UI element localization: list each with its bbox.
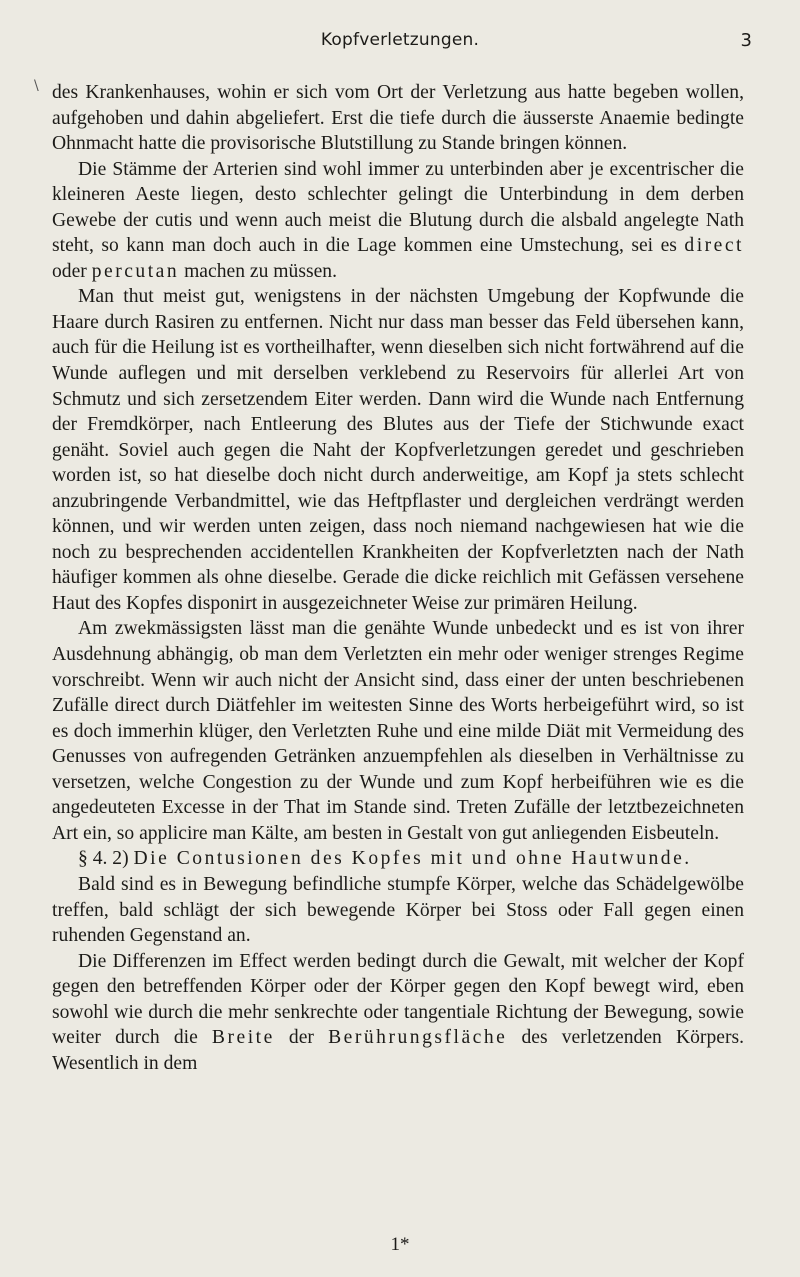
emphasis-direct: direct <box>684 235 744 257</box>
paragraph-6-text-c: des verletzenden Körpers. Wesentlich in dem <box>52 1027 744 1074</box>
paragraph-2-text-b: oder <box>52 260 92 282</box>
margin-mark: \ <box>34 78 39 94</box>
page-header <box>48 30 752 52</box>
paragraph-3: Man thut meist gut, wenigstens in der nächsten Umgebung der Kopfwunde die Haare durch Rasiren zu entfernen. Nicht nur dass man besser das Feld übersehen kann, auch für die Heilung ist es vortheilhafter, wenn dieselben sich nicht fortwährend auf die Wunde auflegen und mit derselben verklebend zu Reservoirs für allerlei Art von Schmutz und sich zersetzendem Eiter werden. Dann wird die Wunde nach Entfernung der Fremdkörper, nach Entleerung des Blutes aus der Tiefe der Stichwunde exact genäht. Soviel auch gegen die Naht der Kopfverletzungen geredet und geschrieben worden ist, so hat dieselbe doch nicht durch anderweitige, am Kopf ja stets schlecht anzubringende Verbandmittel, wie das Heftpflaster und dergleichen verdrängt werden können, und wir werden unten zeigen, dass noch niemand nachgewiesen hat wie die noch zu besprechenden accidentellen Krankheiten der Kopfverletzten nach der Nath häufiger kommen als ohne dieselbe. Gerade die dicke reichlich mit Gefässen versehene Haut des Kopfes disponirt in ausgezeichneter Weise zur primären Heilung. <box>52 286 744 614</box>
paragraph-5: Bald sind es in Bewegung befindliche stumpfe Körper, welche das Schädelgewölbe treffen, bald schlägt der sich bewegende Körper bei Stoss oder Fall gegen einen ruhenden Gegenstand an. <box>52 873 744 947</box>
emphasis-breite: Breite <box>211 1027 275 1049</box>
paragraph-2 <box>52 157 744 285</box>
emphasis-beruehrungsflaeche: Berührungsfläche <box>328 1027 508 1049</box>
running-title: Kopfverletzungen. <box>320 30 480 50</box>
section-heading <box>52 846 744 872</box>
section-number: § 4. 2) <box>78 848 134 870</box>
body-text <box>52 80 744 1076</box>
page-number: 3 <box>740 30 752 51</box>
paragraph-6-text-b: der <box>274 1027 329 1049</box>
paragraph-6 <box>52 949 744 1077</box>
paragraph-6-text-a: Die Differenzen im Effect werden bedingt durch die Gewalt, mit welcher der Kopf gegen den betreffenden Körper oder der Körper gegen den Kopf bewegt wird, eben sowohl wie durch die mehr senkrechte oder tangentiale Richtung der Bewegung, sowie weiter durch die <box>52 950 744 1049</box>
paragraph-2-text-c: machen zu müssen. <box>179 260 337 282</box>
paragraph-4: Am zwekmässigsten lässt man die genähte Wunde unbedeckt und es ist von ihrer Ausdehnung abhängig, ob man dem Verletzten ein mehr oder weniger strenges Regime vorschreibt. Wenn wir auch nicht der Ansicht sind, dass einer der unten beschriebenen Zufälle direct durch Diätfehler im weitesten Sinne des Worts herbeigeführt wird, so ist es doch immerhin klüger, den Verletzten Ruhe und eine milde Diät mit Vermeidung des Genusses von aufregenden Getränken anzuempfehlen als dieselben in Verhältnisse zu versetzen, welche Congestion zu der Wunde und zum Kopf herbeiführen wie es die angedeuteten Excesse in der That im Stande sind. Treten Zufälle der letztbezeichneten Art ein, so applicire man Kälte, am besten in Gestalt von gut anliegenden Eisbeuteln. <box>52 618 744 844</box>
emphasis-percutan: percutan <box>91 260 180 282</box>
signature-mark: 1* <box>390 1234 410 1255</box>
paragraph-2-text-a: Die Stämme der Arterien sind wohl immer zu unterbinden aber je excentrischer die kleineren Aeste liegen, desto schlechter gelingt die Unterbindung in dem derben Gewebe der cutis und wenn auch meist die Blutung durch die alsbald angelegte Nath steht, so kann man doch auch in die Lage kommen eine Umstechung, sei es <box>52 158 744 257</box>
section-title: Die Contusionen des Kopfes mit und ohne Hautwunde. <box>133 848 692 870</box>
paragraph-1: des Krankenhauses, wohin er sich vom Ort der Verletzung aus hatte begeben wollen, aufgehoben und dahin abgeliefert. Erst die tiefe durch die äusserste Anaemie bedingte Ohnmacht hatte die provisorische Blutstillung zu Stande bringen können. <box>52 82 744 155</box>
